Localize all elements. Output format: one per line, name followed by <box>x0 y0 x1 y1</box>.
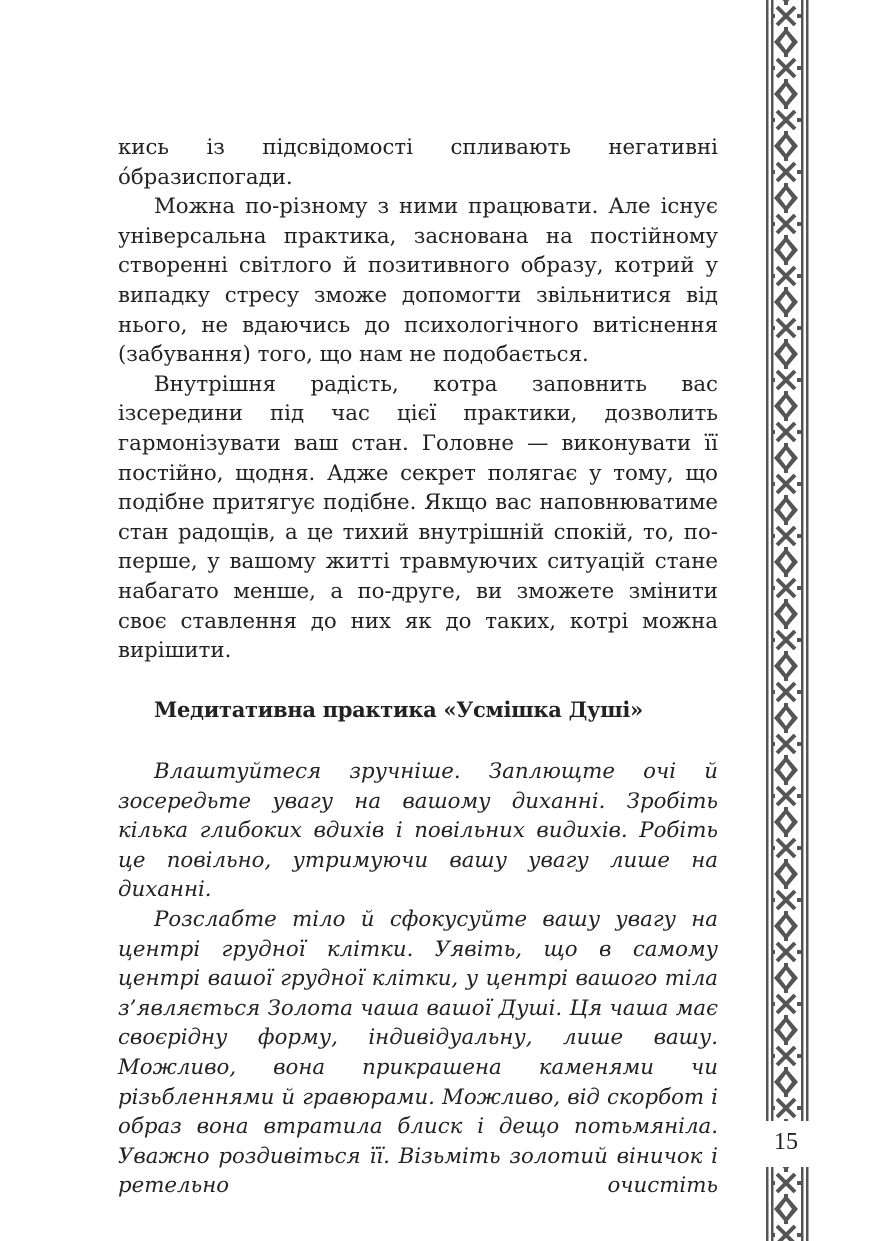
paragraph-2: Можна по-різному з ними працювати. Але існує універсальна практика, заснована на постійному створенні світлого й позитивного образу, котрий у випадку стресу зможе допомогти звільнитися від нього, не вдаючись до психологічного витіснення (забування) того, що нам не подобається. <box>118 194 718 368</box>
embroidery-border-top <box>763 0 809 1121</box>
meditation-text <box>118 757 718 1201</box>
embroidery-pattern <box>763 1167 809 1241</box>
embroidery-pattern <box>763 0 809 1121</box>
page-number: 15 <box>774 1129 798 1155</box>
paragraph-3: Внутрішня радість, котра заповнить вас ізсередини під час цієї практики, дозволить гармонізувати ваш стан. Головне — виконувати її постійно, щодня. Адже секрет полягає у тому, що подібне притягує подібне. Якщо вас наповнюватиме стан радощів, а це тихий внутрішній спокій, то, по-перше, у вашому житті травмуючих ситуацій стане набагато менше, а по-друге, ви зможете змінити своє ставлення до них як до таких, котрі можна вирішити. <box>118 371 718 664</box>
meditation-paragraph-1: Влаштуйтеся зручніше. Заплющте очі й зосередьте увагу на вашому диханні. Зробіть кілька глибоких вдихів і повільних видихів. Робіть це повільно, утримуючи вашу увагу лише на диханні. <box>118 759 718 903</box>
embroidery-border-bottom <box>763 1167 809 1241</box>
paragraph-1: кись із підсвідомості спливають негативні о́бразиспогади. <box>118 135 718 190</box>
body-text <box>118 133 718 666</box>
section-heading: Медитативна практика «Усмішка Душі» <box>154 697 643 722</box>
meditation-paragraph-2: Розслабте тіло й сфокусуйте вашу увагу на центрі грудної клітки. Уявіть, що в самому центрі вашої грудної клітки, у центрі вашого тіла з’являється Золота чаша вашої Душі. Ця чаша має своєрідну форму, індивідуальну, лише вашу. Можливо, вона прикрашена каменями чи різьбленнями й гравюрами. Можливо, від скорбот і образ вона втратила блиск і дещо потьмяніла. Уважно роздивіться її. Візьміть золотий віничок і ретельно очистіть <box>118 906 718 1199</box>
